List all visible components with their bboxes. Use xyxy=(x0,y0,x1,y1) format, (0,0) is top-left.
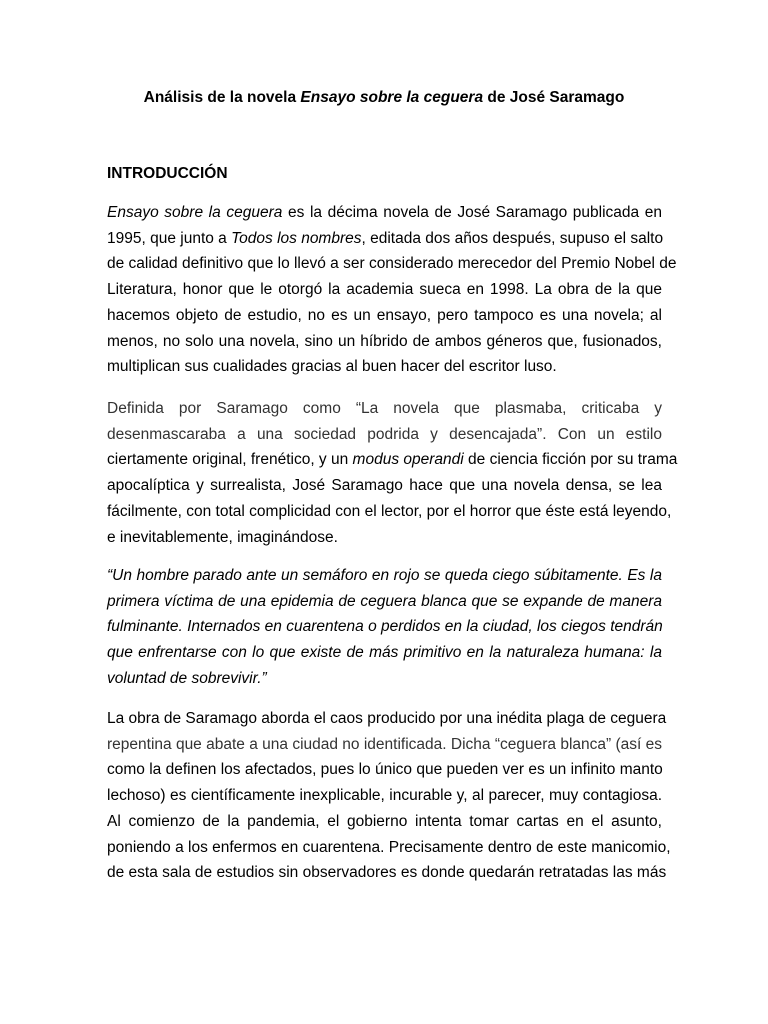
section-heading: INTRODUCCIÓN xyxy=(107,165,228,182)
p1-line-7: multiplican sus cualidades gracias al buen hacer del escritor luso. xyxy=(107,358,557,376)
document-title xyxy=(0,86,768,110)
p1-line-2 xyxy=(107,226,662,252)
p2-line-2: desenmascaraba a una sociedad podrida y desencajada”. Con un estilo xyxy=(107,425,662,443)
p4-line-6: poniendo a los enfermos en cuarentena. Precisamente dentro de este manicomio, xyxy=(107,838,671,856)
p1-line-3: de calidad definitivo que lo llevó a ser considerado merecedor del Premio Nobel de xyxy=(107,255,677,273)
p2-line-3-italic: modus operandi xyxy=(352,451,464,469)
p2-line-6: e inevitablemente, imaginándose. xyxy=(107,528,338,546)
p4-line-3: como la definen los afectados, pues lo único que pueden ver es un infinito manto xyxy=(107,761,663,779)
p4-line-5: Al comienzo de la pandemia, el gobierno intenta tomar cartas en el asunto, xyxy=(107,812,662,830)
p1-line-5: hacemos objeto de estudio, no es un ensayo, pero tampoco es una novela; al xyxy=(107,306,662,324)
p3-line-5: voluntad de sobrevivir.” xyxy=(107,669,267,687)
p4-line-1: La obra de Saramago aborda el caos producido por una inédita plaga de ceguera xyxy=(107,710,667,727)
p1-line-2-italic: Todos los nombres xyxy=(231,229,362,247)
p3-line-4: que enfrentarse con lo que existe de más primitivo en la naturaleza humana: la xyxy=(107,644,662,662)
p2-line-3-a: ciertamente original, frenético, y un xyxy=(107,451,353,469)
p3-line-3: fulminante. Internados en cuarentena o perdidos en la ciudad, los ciegos tendrán xyxy=(107,618,663,636)
p1-line-4: Literatura, honor que le otorgó la academia sueca en 1998. La obra de la que xyxy=(107,281,662,299)
p1-line-6: menos, no solo una novela, sino un híbrido de ambos géneros que, fusionados, xyxy=(107,332,662,350)
paragraph-1 xyxy=(107,200,677,380)
paragraph-3-quote xyxy=(107,563,662,692)
p2-line-5: fácilmente, con total complicidad con el lector, por el horror que éste está leyendo, xyxy=(107,502,672,520)
p4-line-7: de esta sala de estudios sin observadores es donde quedarán retratadas las más xyxy=(107,864,667,882)
p1-line-2-b: , editada dos años después, supuso el salto xyxy=(361,229,664,247)
p4-line-2: repentina que abate a una ciudad no identificada. Dicha “ceguera blanca” (así es xyxy=(107,735,662,753)
p1-line-1 xyxy=(107,200,662,226)
paragraph-4 xyxy=(107,706,671,886)
title-suffix: de José Saramago xyxy=(483,89,625,106)
p2-line-3 xyxy=(107,447,678,473)
p4-line-4: lechoso) es científicamente inexplicable, incurable y, al parecer, muy contagiosa. xyxy=(107,787,662,805)
title-novel-name: Ensayo sobre la ceguera xyxy=(300,89,484,106)
paragraph-2 xyxy=(107,396,678,550)
p2-line-4: apocalíptica y surrealista, José Saramago hace que una novela densa, se lea xyxy=(107,477,662,495)
p3-line-1: “Un hombre parado ante un semáforo en rojo se queda ciego súbitamente. Es la xyxy=(107,567,662,584)
title-prefix: Análisis de la novela xyxy=(143,89,301,106)
p2-line-1: Definida por Saramago como “La novela que plasmaba, criticaba y xyxy=(107,400,662,417)
p1-line-1-rest: es la décima novela de José Saramago publicada en xyxy=(282,204,662,221)
p1-line-1-italic: Ensayo sobre la ceguera xyxy=(107,204,283,221)
p2-line-3-b: de ciencia ficción por su trama xyxy=(463,451,678,469)
p1-line-2-a: 1995, que junto a xyxy=(107,229,232,247)
p3-line-2: primera víctima de una epidemia de ceguera blanca que se expande de manera xyxy=(107,592,662,610)
